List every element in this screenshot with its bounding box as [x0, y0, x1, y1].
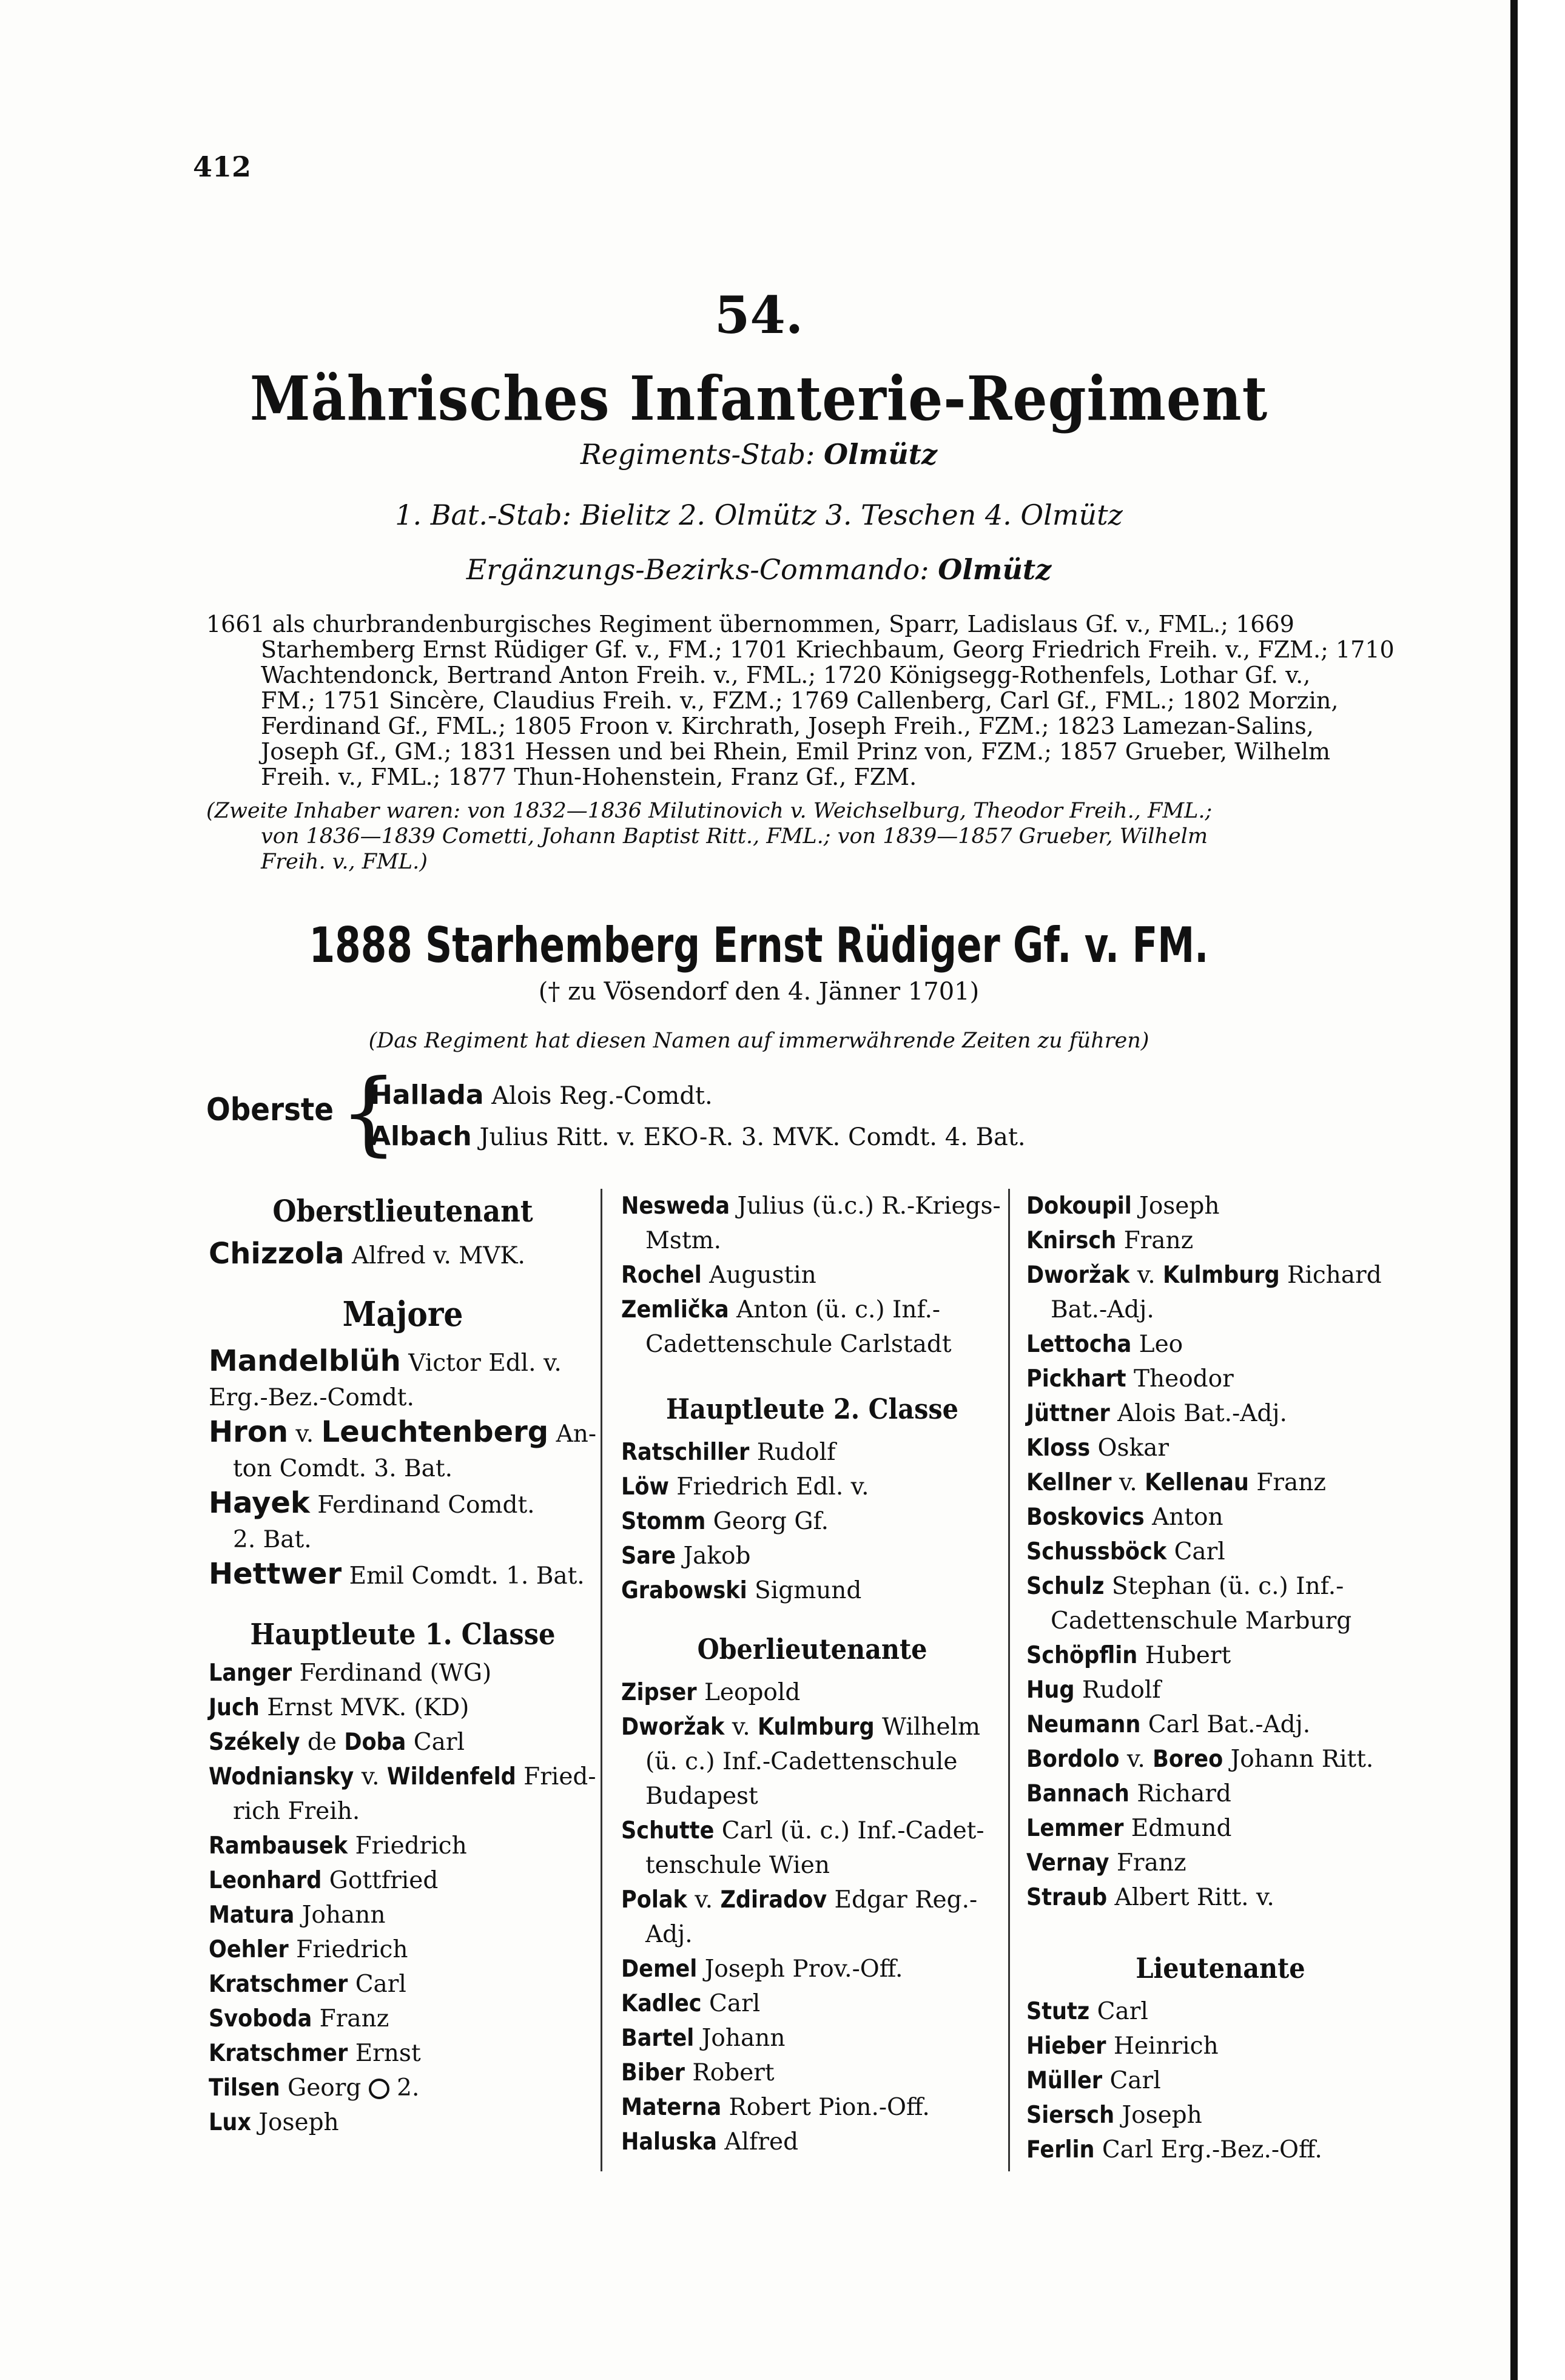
entry: Sare Jakob	[621, 1542, 751, 1570]
entry: Székely de Doba Carl	[209, 1729, 465, 1756]
entry: Ratschiller Rudolf	[621, 1439, 836, 1466]
entry: Wodniansky v. Wildenfeld Fried-	[209, 1763, 596, 1790]
entry-cont: 2. Bat.	[233, 1526, 312, 1553]
entry-cont: ton Comdt. 3. Bat.	[233, 1455, 453, 1482]
history-line: FM.; 1751 Sincère, Claudius Freih. v., FZM.; 1769 Callenberg, Carl Gf., FML.; 1802 Morzin,	[261, 687, 1339, 714]
column-divider	[1008, 1189, 1010, 2171]
entry: Oehler Friedrich	[209, 1936, 408, 1963]
entry: Jüttner Alois Bat.-Adj.	[1026, 1400, 1287, 1427]
heading-majore: Majore	[342, 1294, 463, 1334]
entry-cont: Cadettenschule Carlstadt	[645, 1331, 952, 1358]
staff-location: Olmütz	[824, 438, 938, 471]
entry: Nesweda Julius (ü.c.) R.-Kriegs-	[621, 1192, 1001, 1220]
page-title: Mährisches Infanterie-Regiment	[249, 363, 1268, 434]
entry: Schussböck Carl	[1026, 1538, 1225, 1565]
entry: Schöpflin Hubert	[1026, 1642, 1231, 1669]
entry: Chizzola Alfred v. MVK.	[209, 1237, 525, 1271]
column-divider	[601, 1189, 602, 2171]
entry: Biber Robert	[621, 2059, 775, 2086]
entry: Stutz Carl	[1026, 1998, 1148, 2025]
column-1	[209, 1189, 597, 2140]
entry: Kratschmer Ernst	[209, 2040, 421, 2067]
entry: Svoboda Franz	[209, 2005, 389, 2032]
entry: Leonhard Gottfried	[209, 1867, 439, 1894]
entry: Löw Friedrich Edl. v.	[621, 1473, 869, 1501]
entry: Knirsch Franz	[1026, 1227, 1194, 1254]
entry: Rambausek Friedrich	[209, 1832, 467, 1860]
entry: Dworžak v. Kulmburg Wilhelm	[621, 1713, 981, 1741]
entry: Schutte Carl (ü. c.) Inf.-Cadet-	[621, 1817, 984, 1844]
brace: {	[340, 1060, 398, 1166]
entry-cont: Erg.-Bez.-Comdt.	[209, 1384, 414, 1411]
entry: Matura Johann	[209, 1901, 386, 1929]
heading-oberlieutenante: Oberlieutenante	[697, 1633, 927, 1666]
permanent-name-note: (Das Regiment hat diesen Namen auf immerwährende Zeiten zu führen)	[368, 1029, 1149, 1053]
column-2	[621, 1189, 1003, 2159]
entry: Lettocha Leo	[1026, 1331, 1183, 1358]
entry-cont: Budapest	[645, 1783, 758, 1810]
entry: Bordolo v. Boreo Johann Ritt.	[1026, 1746, 1374, 1773]
entry-cont: rich Freih.	[233, 1798, 360, 1825]
history-line: Freih. v., FML.; 1877 Thun-Hohenstein, Franz Gf., FZM.	[261, 764, 917, 790]
history-line: Starhemberg Ernst Rüdiger Gf. v., FM.; 1701 Kriechbaum, Georg Friedrich Freih. v., FZM.; 1710	[261, 636, 1395, 663]
entry: Kratschmer Carl	[209, 1971, 406, 1998]
heading-hauptleute-1: Hauptleute 1. Classe	[250, 1618, 556, 1652]
entry: Stomm Georg Gf.	[621, 1508, 829, 1535]
entry: Müller Carl	[1026, 2067, 1161, 2094]
entry: Hron v. Leuchtenberg An-	[209, 1415, 597, 1449]
entry: Lemmer Edmund	[1026, 1815, 1232, 1842]
oberst-entry: Hallada Alois Reg.-Comdt.	[370, 1080, 713, 1111]
heading-lieutenante: Lieutenante	[1136, 1952, 1305, 1985]
regiment-number: 54.	[714, 285, 804, 345]
entry: Hettwer Emil Comdt. 1. Bat.	[209, 1557, 585, 1591]
history-line: Joseph Gf., GM.; 1831 Hessen und bei Rhein, Emil Prinz von, FZM.; 1857 Grueber, Wilhelm	[261, 738, 1331, 765]
heading-oberstlieutenant: Oberstlieutenant	[272, 1193, 533, 1229]
entry: Bannach Richard	[1026, 1780, 1231, 1807]
entry: Bartel Johann	[621, 2025, 786, 2052]
entry: Dokoupil Joseph	[1026, 1192, 1220, 1220]
history-line: 1661 als churbrandenburgisches Regiment übernommen, Sparr, Ladislaus Gf. v., FML.; 1669	[206, 611, 1294, 637]
regiment-history	[206, 611, 1407, 875]
owner-death: († zu Vösendorf den 4. Jänner 1701)	[538, 978, 980, 1006]
erg-label: Ergänzungs-Bezirks-Commando:	[466, 553, 929, 586]
entry: Tilsen Georg 2.	[209, 2074, 420, 2102]
battalion-staff: 1. Bat.-Stab: Bielitz 2. Olmütz 3. Teschen 4. Olmütz	[395, 499, 1123, 531]
entry: Zemlička Anton (ü. c.) Inf.-	[621, 1296, 941, 1323]
entry: Kloss Oskar	[1026, 1434, 1170, 1462]
oberste-label: Oberste	[206, 1092, 334, 1128]
entry: Zipser Leopold	[621, 1679, 801, 1706]
entry-cont: Cadettenschule Marburg	[1051, 1607, 1352, 1635]
column-3	[1026, 1189, 1415, 2167]
oberst-entry: Albach Julius Ritt. v. EKO-R. 3. MVK. Comdt. 4. Bat.	[370, 1121, 1026, 1152]
entry: Neumann Carl Bat.-Adj.	[1026, 1711, 1311, 1738]
entry: Hug Rudolf	[1026, 1676, 1161, 1704]
entry: Vernay Franz	[1026, 1849, 1186, 1877]
entry: Schulz Stephan (ü. c.) Inf.-	[1026, 1573, 1344, 1600]
entry: Haluska Alfred	[621, 2128, 799, 2156]
entry: Ferlin Carl Erg.-Bez.-Off.	[1026, 2136, 1322, 2163]
entry: Straub Albert Ritt. v.	[1026, 1884, 1274, 1911]
regiment-owner: 1888 Starhemberg Ernst Rüdiger Gf. v. FM.	[309, 917, 1209, 973]
page-number: 412	[193, 150, 252, 183]
entry: Mandelblüh Victor Edl. v.	[209, 1344, 562, 1378]
entry: Hieber Heinrich	[1026, 2032, 1219, 2060]
entry-cont: (ü. c.) Inf.-Cadettenschule	[645, 1748, 958, 1775]
entry: Juch Ernst MVK. (KD)	[209, 1694, 470, 1721]
entry-cont: Mstm.	[645, 1227, 721, 1254]
history-line: Ferdinand Gf., FML.; 1805 Froon v. Kirchrath, Joseph Freih., FZM.; 1823 Lamezan-Salins,	[261, 713, 1314, 739]
entry: Kadlec Carl	[621, 1990, 761, 2017]
second-owners-line: Freih. v., FML.)	[261, 850, 428, 874]
history-line: Wachtendonck, Bertrand Anton Freih. v., FML.; 1720 Königsegg-Rothenfels, Lothar Gf. v.,	[261, 662, 1311, 688]
entry: Hayek Ferdinand Comdt.	[209, 1486, 535, 1520]
entry: Rochel Augustin	[621, 1262, 816, 1289]
second-owners-line: von 1836—1839 Cometti, Johann Baptist Ritt., FML.; von 1839—1857 Grueber, Wilhelm	[261, 824, 1208, 849]
entry: Kellner v. Kellenau Franz	[1026, 1469, 1326, 1496]
erg-location: Olmütz	[938, 553, 1052, 586]
entry: Siersch Joseph	[1026, 2102, 1202, 2129]
entry: Demel Joseph Prov.-Off.	[621, 1955, 903, 1983]
entry-cont: tenschule Wien	[645, 1852, 830, 1879]
entry-cont: Bat.-Adj.	[1051, 1296, 1154, 1323]
entry: Grabowski Sigmund	[621, 1577, 862, 1604]
ring-decoration-icon	[369, 2079, 389, 2099]
entry: Dworžak v. Kulmburg Richard	[1026, 1262, 1382, 1289]
entry: Lux Joseph	[209, 2109, 339, 2136]
entry-cont: Adj.	[645, 1921, 693, 1948]
erg-command	[0, 553, 1518, 586]
entry: Polak v. Zdiradov Edgar Reg.-	[621, 1886, 978, 1914]
heading-hauptleute-2: Hauptleute 2. Classe	[665, 1393, 959, 1425]
entry: Langer Ferdinand (WG)	[209, 1659, 492, 1687]
regiment-staff	[0, 438, 1518, 471]
entry: Pickhart Theodor	[1026, 1365, 1234, 1393]
entry: Boskovics Anton	[1026, 1504, 1223, 1531]
staff-label: Regiments-Stab:	[580, 438, 815, 471]
second-owners-line: (Zweite Inhaber waren: von 1832—1836 Milutinovich v. Weichselburg, Theodor Freih., FML.;	[206, 799, 1213, 823]
entry: Materna Robert Pion.-Off.	[621, 2094, 930, 2121]
